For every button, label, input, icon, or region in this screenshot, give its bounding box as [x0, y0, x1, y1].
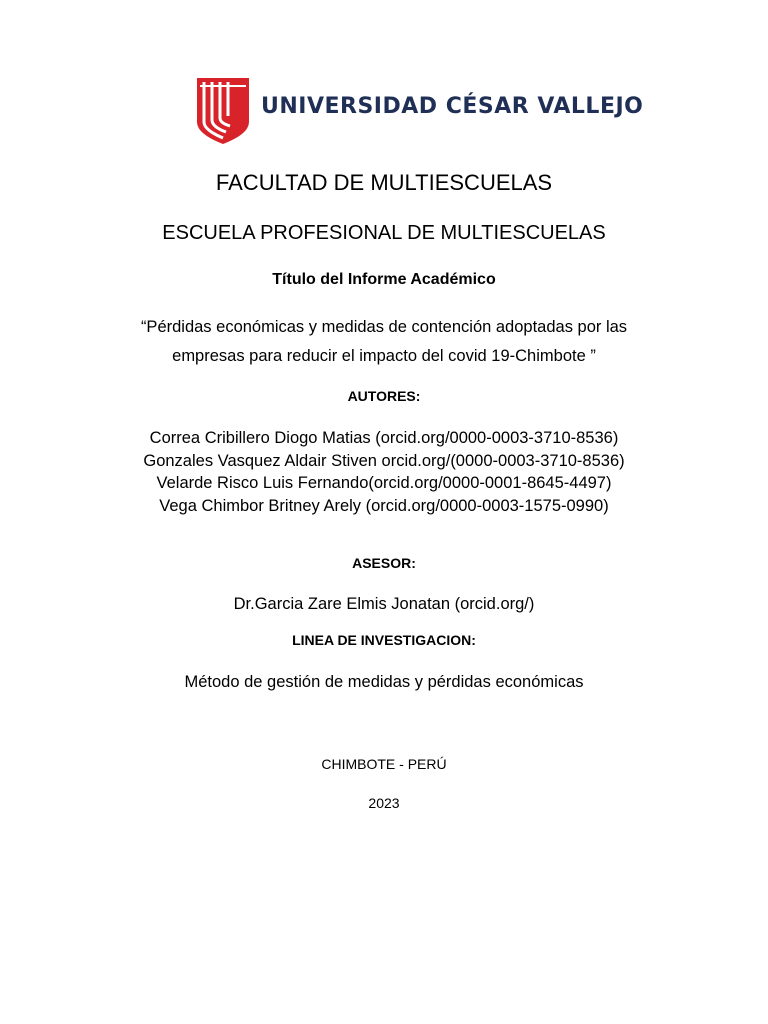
- university-name: UNIVERSIDAD CÉSAR VALLEJO: [261, 94, 644, 119]
- author-entry: Correa Cribillero Diogo Matias (orcid.org/0000-0003-3710-8536): [149, 429, 619, 447]
- faculty-title: FACULTAD DE MULTIESCUELAS: [215, 170, 553, 195]
- university-shield-logo: [197, 78, 249, 144]
- advisor-name: Dr.Garcia Zare Elmis Jonatan (orcid.org/): [233, 595, 535, 613]
- city-country: CHIMBOTE - PERÚ: [321, 756, 447, 772]
- research-line: Método de gestión de medidas y pérdidas económicas: [184, 673, 584, 691]
- school-title: ESCUELA PROFESIONAL DE MULTIESCUELAS: [162, 222, 606, 244]
- year: 2023: [368, 795, 400, 811]
- author-entry: Gonzales Vasquez Aldair Stiven orcid.org/(0000-0003-3710-8536): [143, 451, 625, 470]
- thesis-title: [0, 313, 768, 371]
- thesis-title-line: “Pérdidas económicas y medidas de contención adoptadas por las: [140, 318, 628, 336]
- research-line-heading: LINEA DE INVESTIGACION:: [292, 632, 476, 648]
- authors-heading: AUTORES:: [347, 388, 421, 404]
- authors-list: [0, 427, 768, 517]
- author-entry: Vega Chimbor Britney Arely (orcid.org/0000-0003-1575-0990): [159, 496, 609, 515]
- advisor-heading: ASESOR:: [352, 555, 416, 571]
- author-entry: Velarde Risco Luis Fernando(orcid.org/0000-0001-8645-4497): [156, 474, 612, 492]
- thesis-title-line: empresas para reducir el impacto del covid 19-Chimbote ”: [172, 347, 596, 365]
- report-type-heading: Título del Informe Académico: [272, 271, 496, 288]
